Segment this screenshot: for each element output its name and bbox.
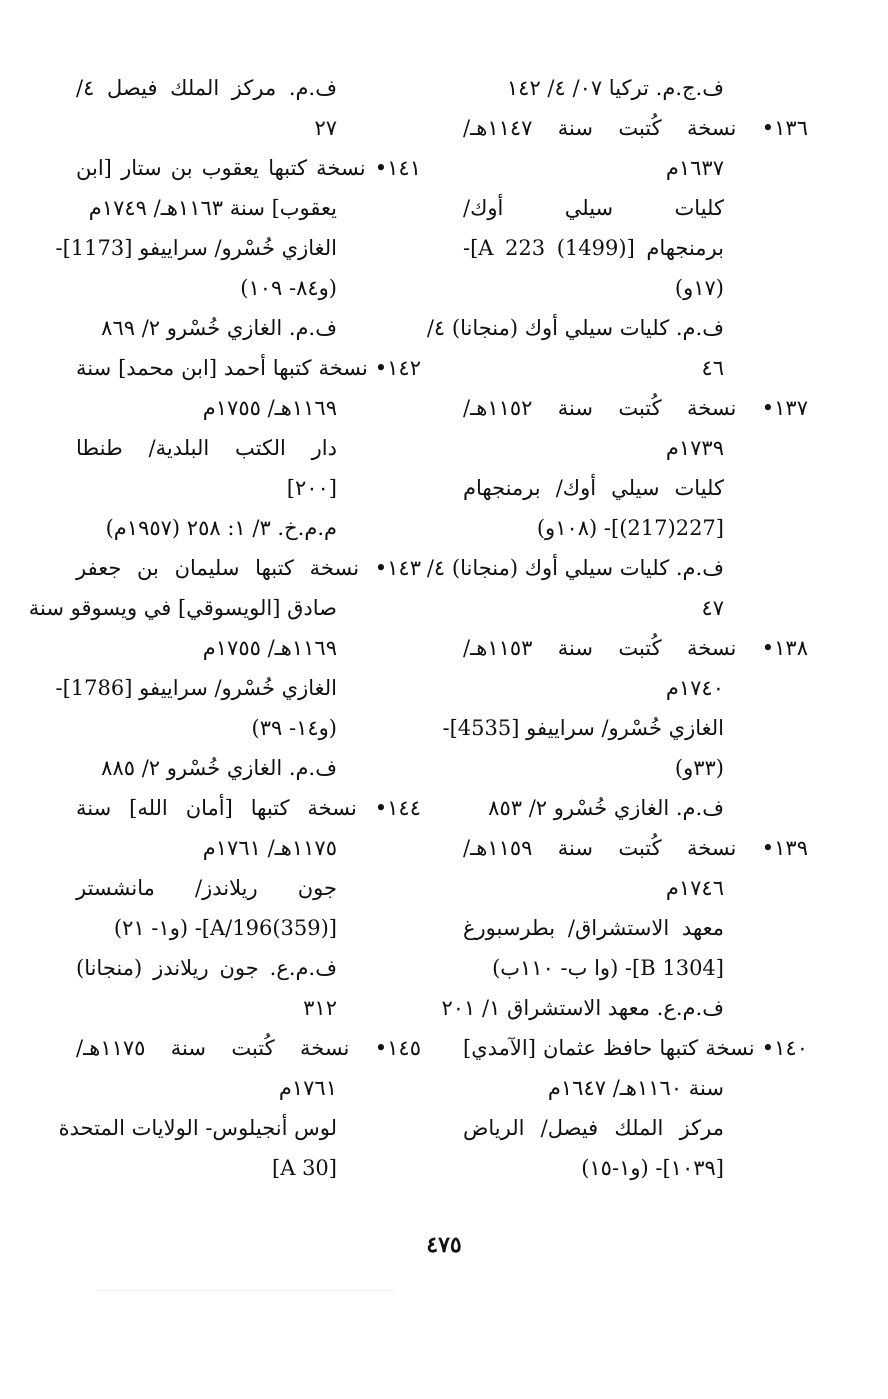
left-column: [28, 68, 421, 1188]
text-line: (١٧و): [674, 276, 724, 300]
text-line: معهد الاستشراق/ بطرسبورغ: [463, 916, 724, 940]
text-line: ف.م. كليات سيلي أوك (منجانا) ٤/: [426, 556, 724, 580]
text-line: برمنجهام [(1499) 223 A]-: [463, 236, 724, 260]
text-line: ١٤٣• نسخة كتبها سليمان بن جعفر: [76, 556, 421, 580]
text-line: (٣٣و): [674, 756, 724, 780]
text-line: ١٤٤• نسخة كتبها [أمان الله] سنة: [76, 796, 421, 820]
text-line: ١٧٣٩م: [665, 436, 724, 460]
text-line: [١٠٣٩]- (و١-١٥): [581, 1156, 724, 1180]
text-line: ١٧٤٦م: [665, 876, 724, 900]
text-line: ١١٦٩هـ/ ١٧٥٥م: [202, 636, 337, 660]
text-line: ف.م. الغازي خُسْرو ٢/ ٨٦٩: [101, 316, 337, 340]
page-number: ٤٧٥: [426, 1232, 462, 1258]
text-line: [A 30]: [272, 1156, 337, 1180]
text-line: لوس أنجيلوس- الولايات المتحدة: [58, 1116, 337, 1140]
text-line: ١٧٤٠م: [665, 676, 724, 700]
text-line: ١١٧٥هـ/ ١٧٦١م: [202, 836, 337, 860]
text-line: ١٤٢• نسخة كتبها أحمد [ابن محمد] سنة: [76, 356, 421, 380]
text-line: ف.م. كليات سيلي أوك (منجانا) ٤/: [426, 316, 724, 340]
text-line: ف.م. مركز الملك فيصل ٤/: [76, 76, 337, 100]
text-line: (و٨٤- ١٠٩): [240, 276, 337, 300]
text-line: م.م.خ. ٣/ ١: ٢٥٨ (١٩٥٧م): [105, 516, 337, 540]
text-line: ١٧٦١م: [278, 1076, 337, 1100]
faint-margin-line: [96, 1290, 396, 1291]
text-line: صادق [الويسوقي] في ويسوقو سنة: [28, 596, 337, 620]
text-line: ١٣٦• نسخة كُتبت سنة ١١٤٧هـ/: [463, 116, 808, 140]
text-line: [B 1304]- (وا ب- ١١٠ب): [492, 956, 724, 980]
text-line: الغازي خُسْرو/ سراييفو [4535]-: [442, 716, 724, 740]
text-line: مركز الملك فيصل/ الرياض: [463, 1116, 724, 1140]
text-line: ١٣٩• نسخة كُتبت سنة ١١٥٩هـ/: [463, 836, 808, 860]
text-line: ف.م.ع. معهد الاستشراق ١/ ٢٠١: [441, 996, 724, 1020]
text-line: الغازي خُسْرو/ سراييفو [1786]-: [55, 676, 337, 700]
text-line: سنة ١١٦٠هـ/ ١٦٤٧م: [547, 1076, 724, 1100]
text-line: جون ريلاندز/ مانشستر: [76, 876, 337, 900]
text-line: ١٣٧• نسخة كُتبت سنة ١١٥٢هـ/: [463, 396, 808, 420]
text-line: ف.م.ع. جون ريلاندز (منجانا): [76, 956, 337, 980]
text-line: ف.ج.م. تركيا ٠٧/ ٤/ ١٤٢: [506, 76, 724, 100]
right-column: [426, 68, 808, 1188]
text-line: ١٦٣٧م: [665, 156, 724, 180]
text-line: كليات سيلي أوك/ برمنجهام: [463, 476, 724, 500]
text-line: ف.م. الغازي خُسْرو ٢/ ٨٨٥: [101, 756, 337, 780]
text-line: ١١٦٩هـ/ ١٧٥٥م: [202, 396, 337, 420]
text-line: كليات سيلي أوك/: [463, 196, 724, 220]
text-line: دار الكتب البلدية/ طنطا: [76, 436, 337, 460]
text-line: ١٤٠• نسخة كتبها حافظ عثمان [الآمدي]: [463, 1036, 808, 1060]
text-line: ١٤١• نسخة كتبها يعقوب بن ستار [ابن: [76, 156, 421, 180]
text-line: [٢٠٠]: [286, 476, 337, 500]
text-line: يعقوب] سنة ١١٦٣هـ/ ١٧٤٩م: [88, 196, 337, 220]
text-line: ٤٦: [701, 356, 724, 380]
text-line: ٤٧: [701, 596, 724, 620]
text-line: الغازي خُسْرو/ سراييفو [1173]-: [55, 236, 337, 260]
text-line: ف.م. الغازي خُسْرو ٢/ ٨٥٣: [488, 796, 724, 820]
text-line: [A/196(359)]- (و١- ٢١): [113, 916, 337, 940]
text-line: [227(217)]- (١٠٨و): [536, 516, 724, 540]
text-line: (و١٤- ٣٩): [251, 716, 337, 740]
text-line: ٣١٢: [303, 996, 337, 1020]
text-line: ٢٧: [314, 116, 337, 140]
text-line: ١٣٨• نسخة كُتبت سنة ١١٥٣هـ/: [463, 636, 808, 660]
text-line: ١٤٥• نسخة كُتبت سنة ١١٧٥هـ/: [76, 1036, 421, 1060]
